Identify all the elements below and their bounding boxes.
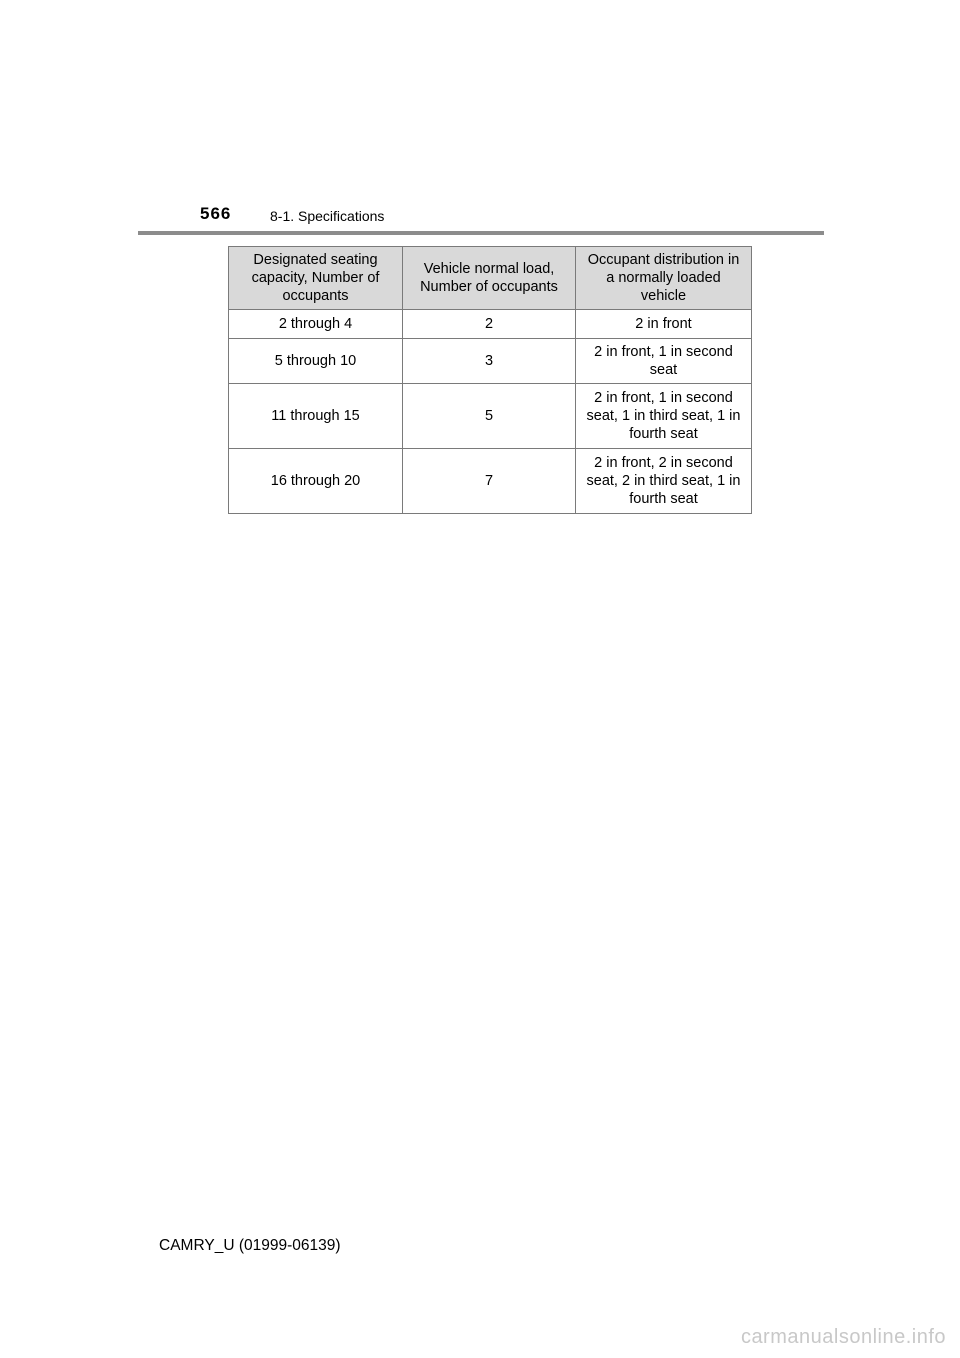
cell-seating-capacity: 11 through 15 <box>229 384 403 449</box>
cell-occupant-distribution: 2 in front, 1 in second seat, 1 in third seat, 1 in fourth seat <box>576 384 752 449</box>
cell-seating-capacity: 2 through 4 <box>229 310 403 339</box>
table-row <box>229 384 752 449</box>
cell-normal-load: 5 <box>403 384 576 449</box>
section-title: 8-1. Specifications <box>270 208 385 224</box>
cell-occupant-distribution: 2 in front, 1 in second seat <box>576 339 752 384</box>
header-normal-load: Vehicle normal load, Number of occupants <box>403 247 576 310</box>
table-header-row <box>229 247 752 310</box>
page-number: 566 <box>200 204 232 223</box>
watermark: carmanualsonline.info <box>740 1326 946 1348</box>
cell-seating-capacity: 16 through 20 <box>229 449 403 514</box>
header-seating-capacity: Designated seating capacity, Number of occupants <box>229 247 403 310</box>
cell-normal-load: 2 <box>403 310 576 339</box>
occupant-load-table <box>228 246 752 514</box>
header-divider <box>138 231 824 235</box>
cell-occupant-distribution: 2 in front, 2 in second seat, 2 in third seat, 1 in fourth seat <box>576 449 752 514</box>
table-row <box>229 310 752 339</box>
table-row <box>229 449 752 514</box>
cell-occupant-distribution: 2 in front <box>576 310 752 339</box>
cell-seating-capacity: 5 through 10 <box>229 339 403 384</box>
table-row <box>229 339 752 384</box>
cell-normal-load: 7 <box>403 449 576 514</box>
document-code: CAMRY_U (01999-06139) <box>159 1237 341 1254</box>
cell-normal-load: 3 <box>403 339 576 384</box>
header-occupant-distribution: Occupant distribution in a normally loaded vehicle <box>576 247 752 310</box>
